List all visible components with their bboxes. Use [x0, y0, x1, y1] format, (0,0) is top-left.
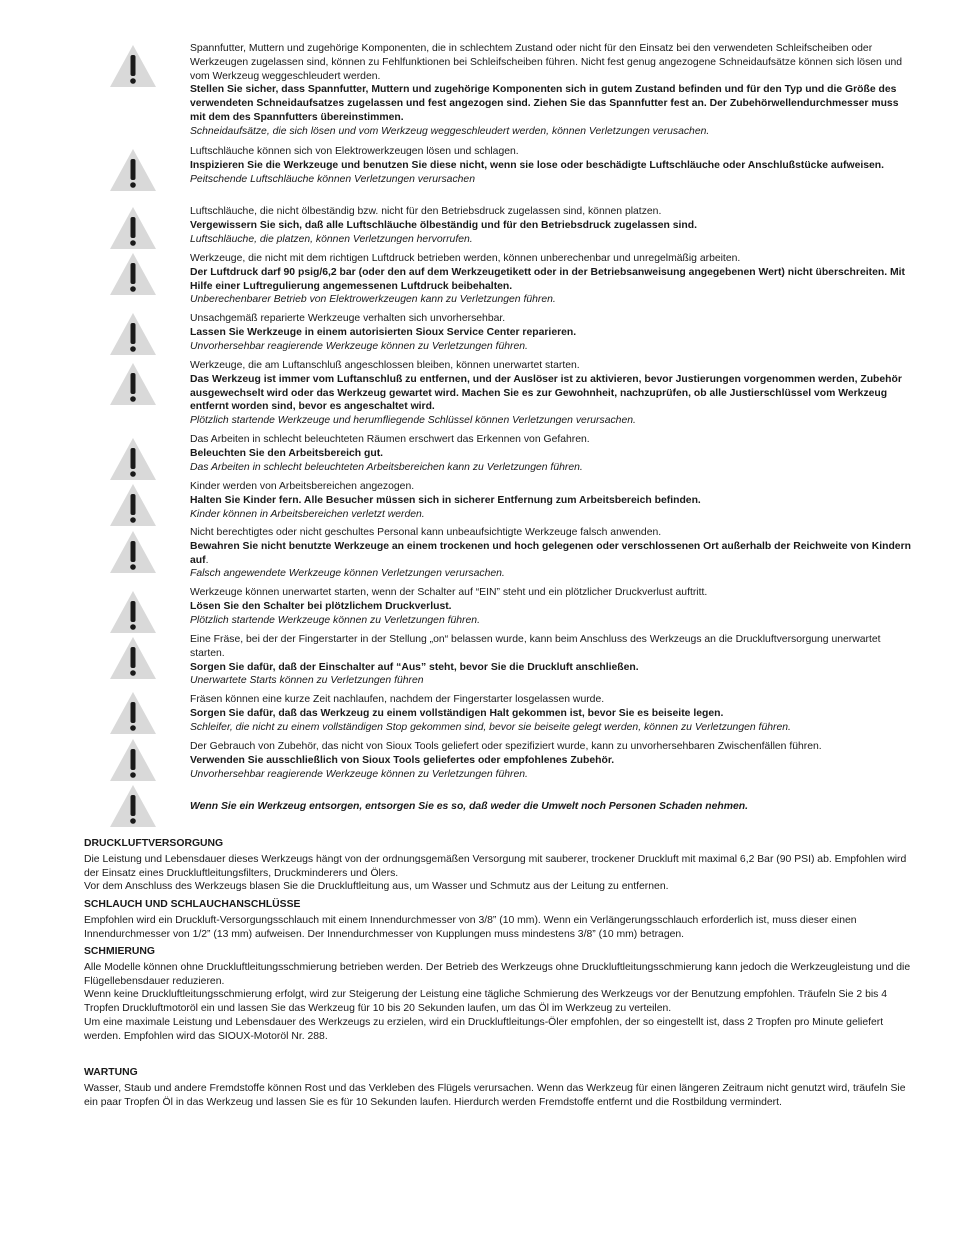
consequence-text: Unvorhersehbar reagierende Werkzeuge können zu Verletzungen führen. [190, 768, 528, 780]
section-heading: DRUCKLUFTVERSORGUNG [84, 838, 224, 849]
warning-icon [109, 530, 157, 574]
action-text: Beleuchten Sie den Arbeitsbereich gut. [190, 447, 384, 459]
hazard-text: Werkzeuge, die am Luftanschluß angeschlossen bleiben, können unerwartet starten. [190, 360, 580, 371]
warning-icon [109, 691, 157, 735]
warning-block [190, 586, 916, 627]
action-text: Verwenden Sie ausschließlich von Sioux Tools geliefertes oder empfohlenes Zubehör. [190, 754, 615, 766]
final-warning-block [190, 800, 916, 814]
hazard-text: Werkzeuge, die nicht mit dem richtigen Luftdruck betrieben werden, können unberechenbar und unregelmäßig arbeiten. [190, 253, 741, 264]
warning-icon [109, 44, 157, 88]
warning-icon [109, 206, 157, 250]
section-schmierung [84, 945, 916, 1044]
section-wartung [84, 1066, 916, 1109]
section-schlauch [84, 898, 916, 941]
action-text: Stellen Sie sicher, dass Spannfutter, Muttern und zugehörige Komponenten sich in gutem Zustand befinden und für den Typ und die Größe des verwendeten Schneidaufsatzes zugelassen und fest angezogen sind. Ziehen Sie das Spannfutter fest an. Der Zubehörwellendurchmesser muss mit dem des Spannfutters übereinstimmen. [190, 84, 899, 123]
hazard-text: Fräsen können eine kurze Zeit nachlaufen, nachdem der Fingerstarter losgelassen wurde. [190, 694, 605, 705]
warning-icon [109, 362, 157, 406]
action-text: Vergewissern Sie sich, daß alle Luftschläuche ölbeständig und für den Betriebsdruck zugelassen sind. [190, 219, 697, 231]
consequence-text: Unerwartete Starts können zu Verletzungen führen [190, 675, 424, 687]
section-paragraph: Vor dem Anschluss des Werkzeugs blasen Sie die Druckluftleitung aus, um Wasser und Schmutz aus der Leitung zu entfernen. [84, 881, 669, 893]
action-text: Lösen Sie den Schalter bei plötzlichem Druckverlust. [190, 600, 452, 612]
hazard-text: Werkzeuge können unerwartet starten, wenn der Schalter auf “EIN” steht und ein plötzlicher Druckverlust auftritt. [190, 587, 708, 598]
warning-block [190, 252, 916, 307]
section-paragraph: Empfohlen wird ein Druckluft-Versorgungsschlauch mit einem Innendurchmesser von 3/8” (10 mm). Wenn ein Verlängerungsschlauch erforderlich ist, muss dieser einen Innendurchmesser von 1/2” (13 mm) aufweisen. Der Innendurchmesser von Kupplungen muss mindestens 3/8” (10 mm) betragen. [84, 914, 857, 940]
warning-icon [109, 738, 157, 782]
section-druckluftversorgung [84, 837, 916, 894]
hazard-text: Eine Fräse, bei der der Fingerstarter in der Stellung „on“ belassen wurde, kann beim Anschluss des Werkzeugs an die Druckluftversorgung unerwartet starten. [190, 634, 881, 659]
section-paragraph: Wenn keine Druckluftleitungsschmierung erfolgt, wird zur Steigerung der Leistung eine tägliche Schmierung des Werkzeugs vor der Benutzung empfohlen. Träufeln Sie 2 bis 4 Tropfen Druckluftmotoröl ein und lassen Sie das Werkzeug für 10 bis 20 Sekunden laufen, um das Öl im Werkzeug zu verteilen. [84, 989, 888, 1015]
hazard-text: Nicht berechtigtes oder nicht geschultes Personal kann unbeaufsichtigte Werkzeuge falsch anwenden. [190, 527, 662, 538]
action-text: Sorgen Sie dafür, daß das Werkzeug zu einem vollständigen Halt gekommen ist, bevor Sie es beiseite legen. [190, 707, 724, 719]
consequence-text: Plötzlich startende Werkzeuge können zu Verletzungen führen. [190, 614, 480, 626]
warning-block [190, 42, 916, 139]
warning-icon [109, 636, 157, 680]
warning-block [190, 312, 916, 353]
action-text: Der Luftdruck darf 90 psig/6,2 bar (oder den auf dem Werkzeugetikett oder in der Betriebsanweisung angegebenen Wert) nicht überschreiten. Mit Hilfe einer Luftregulierung angemessenen Luftdruck beibehalten. [190, 266, 905, 292]
action-text: Inspizieren Sie die Werkzeuge und benutzen Sie diese nicht, wenn sie lose oder beschädigte Luftschläuche oder Anschlußstücke aufweisen. [190, 159, 885, 171]
consequence-text: Unberechenbarer Betrieb von Elektrowerkzeugen kann zu Verletzungen führen. [190, 294, 556, 306]
section-paragraph: Die Leistung und Lebensdauer dieses Werkzeugs hängt von der ordnungsgemäßen Versorgung mit sauberer, trockener Druckluft mit maximal 6,2 Bar (90 PSI) ab. Empfohlen wird der Einsatz eines Druckluftleitungsfilters, Druckminderers und Ölers. [84, 853, 907, 879]
warning-block [190, 433, 916, 474]
warning-icon [109, 437, 157, 481]
hazard-text: Das Arbeiten in schlecht beleuchteten Räumen erschwert das Erkennen von Gefahren. [190, 434, 590, 445]
hazard-text: Luftschläuche können sich von Elektrowerkzeugen lösen und schlagen. [190, 146, 519, 157]
action-text: Halten Sie Kinder fern. Alle Besucher müssen sich in sicherer Entfernung zum Arbeitsbereich befinden. [190, 494, 701, 506]
consequence-text: Plötzlich startende Werkzeuge und herumfliegende Schlüssel können Verletzungen verursachen. [190, 415, 636, 427]
hazard-text: Der Gebrauch von Zubehör, das nicht von Sioux Tools geliefert oder spezifiziert wurde, kann zu unvorhersehbaren Zwischenfällen führen. [190, 741, 822, 752]
hazard-text: Unsachgemäß reparierte Werkzeuge verhalten sich unvorhersehbar. [190, 313, 506, 324]
consequence-text: Peitschende Luftschläuche können Verletzungen verursachen [190, 173, 475, 185]
consequence-text: Luftschläuche, die platzen, können Verletzungen hervorrufen. [190, 233, 473, 245]
consequence-text: Schneidaufsätze, die sich lösen und vom Werkzeug weggeschleudert werden, können Verletzungen verusachen. [190, 125, 710, 137]
warning-block [190, 480, 916, 521]
warning-block [190, 145, 916, 186]
warning-block [190, 633, 916, 688]
consequence-text: Unvorhersehbar reagierende Werkzeuge können zu Verletzungen führen. [190, 340, 528, 352]
consequence-text: Kinder können in Arbeitsbereichen verletzt werden. [190, 508, 425, 520]
warning-block [190, 205, 916, 246]
hazard-text: Luftschläuche, die nicht ölbeständig bzw. nicht für den Betriebsdruck zugelassen sind, können platzen. [190, 206, 662, 217]
section-heading: SCHLAUCH UND SCHLAUCHANSCHLÜSSE [84, 899, 301, 910]
warning-icon [109, 148, 157, 192]
action-text: Bewahren Sie nicht benutzte Werkzeuge an einem trockenen und hoch gelegenen oder verschlossenen Ort außerhalb der Reichweite von Kindern auf. [190, 540, 911, 566]
warning-block [190, 693, 916, 734]
warning-icon [109, 252, 157, 296]
consequence-text: Schleifer, die nicht zu einem vollständigen Stop gekommen sind, bevor sie beiseite gelegt werden, können zu Verletzungen führen. [190, 721, 791, 733]
warning-icon [109, 483, 157, 527]
warning-block [190, 740, 916, 781]
section-heading: SCHMIERUNG [84, 946, 156, 957]
action-text: Sorgen Sie dafür, daß der Einschalter auf “Aus” steht, bevor Sie die Druckluft anschließen. [190, 661, 639, 673]
section-paragraph: Um eine maximale Leistung und Lebensdauer des Werkzeugs zu erzielen, wird ein Druckluftleitungs-Öler empfohlen, der so eingestellt ist, dass 2 Tropfen pro Minute geliefert werden. Empfohlen wird das SIOUX-Motoröl Nr. 288. [84, 1016, 884, 1042]
consequence-text: Falsch angewendete Werkzeuge können Verletzungen verursachen. [190, 568, 505, 580]
warning-icon [109, 784, 157, 828]
hazard-text: Spannfutter, Muttern und zugehörige Komponenten, die in schlechtem Zustand oder nicht für den Einsatz bei den verwendeten Schleifscheiben oder Werkzeugen zugelassen sind, können zu Fehlfunktionen bei Schleifscheiben führen. Nicht fest genug angezogene Schneidaufsätze können sich lösen und vom Werkzeug weggeschleudert werden. [190, 43, 903, 82]
section-heading: WARTUNG [84, 1067, 138, 1078]
warning-icon [109, 312, 157, 356]
section-paragraph: Wasser, Staub und andere Fremdstoffe können Rost und das Verkleben des Flügels verursachen. Wenn das Werkzeug für einen längeren Zeitraum nicht genutzt wird, träufeln Sie ein paar Tropfen Öl in das Werkzeug und lassen Sie es für 10 Sekunden laufen. Hierdurch werden Fremdstoffe entfernt und die Rostbildung vermindert. [84, 1082, 906, 1108]
section-paragraph: Alle Modelle können ohne Druckluftleitungsschmierung betrieben werden. Der Betrieb des Werkzeugs ohne Druckluftleitungsschmierung kann jedoch die Werkzeugleistung und die Flügellebensdauer reduzieren. [84, 961, 911, 987]
warning-icon [109, 590, 157, 634]
consequence-text: Das Arbeiten in schlecht beleuchteten Arbeitsbereichen kann zu Verletzungen führen. [190, 461, 583, 473]
final-warning-text: Wenn Sie ein Werkzeug entsorgen, entsorgen Sie es so, daß weder die Umwelt noch Personen Schaden nehmen. [190, 801, 748, 812]
warning-block [190, 359, 916, 428]
warning-block [190, 526, 916, 581]
hazard-text: Kinder werden von Arbeitsbereichen angezogen. [190, 481, 415, 492]
action-text: Das Werkzeug ist immer vom Luftanschluß zu entfernen, und der Auslöser ist zu aktivieren, bevor Justierungen vorgenommen werden, Zubehör ausgewechselt wird oder das Werkzeug gewartet wird. Machen Sie es zur Gewohnheit, nachzuprüfen, ob alle Justierschlüssel vom Werkzeug entfernt worden sind, bevor es angeschaltet wird. [190, 373, 902, 413]
action-text: Lassen Sie Werkzeuge in einem autorisierten Sioux Service Center reparieren. [190, 326, 577, 338]
